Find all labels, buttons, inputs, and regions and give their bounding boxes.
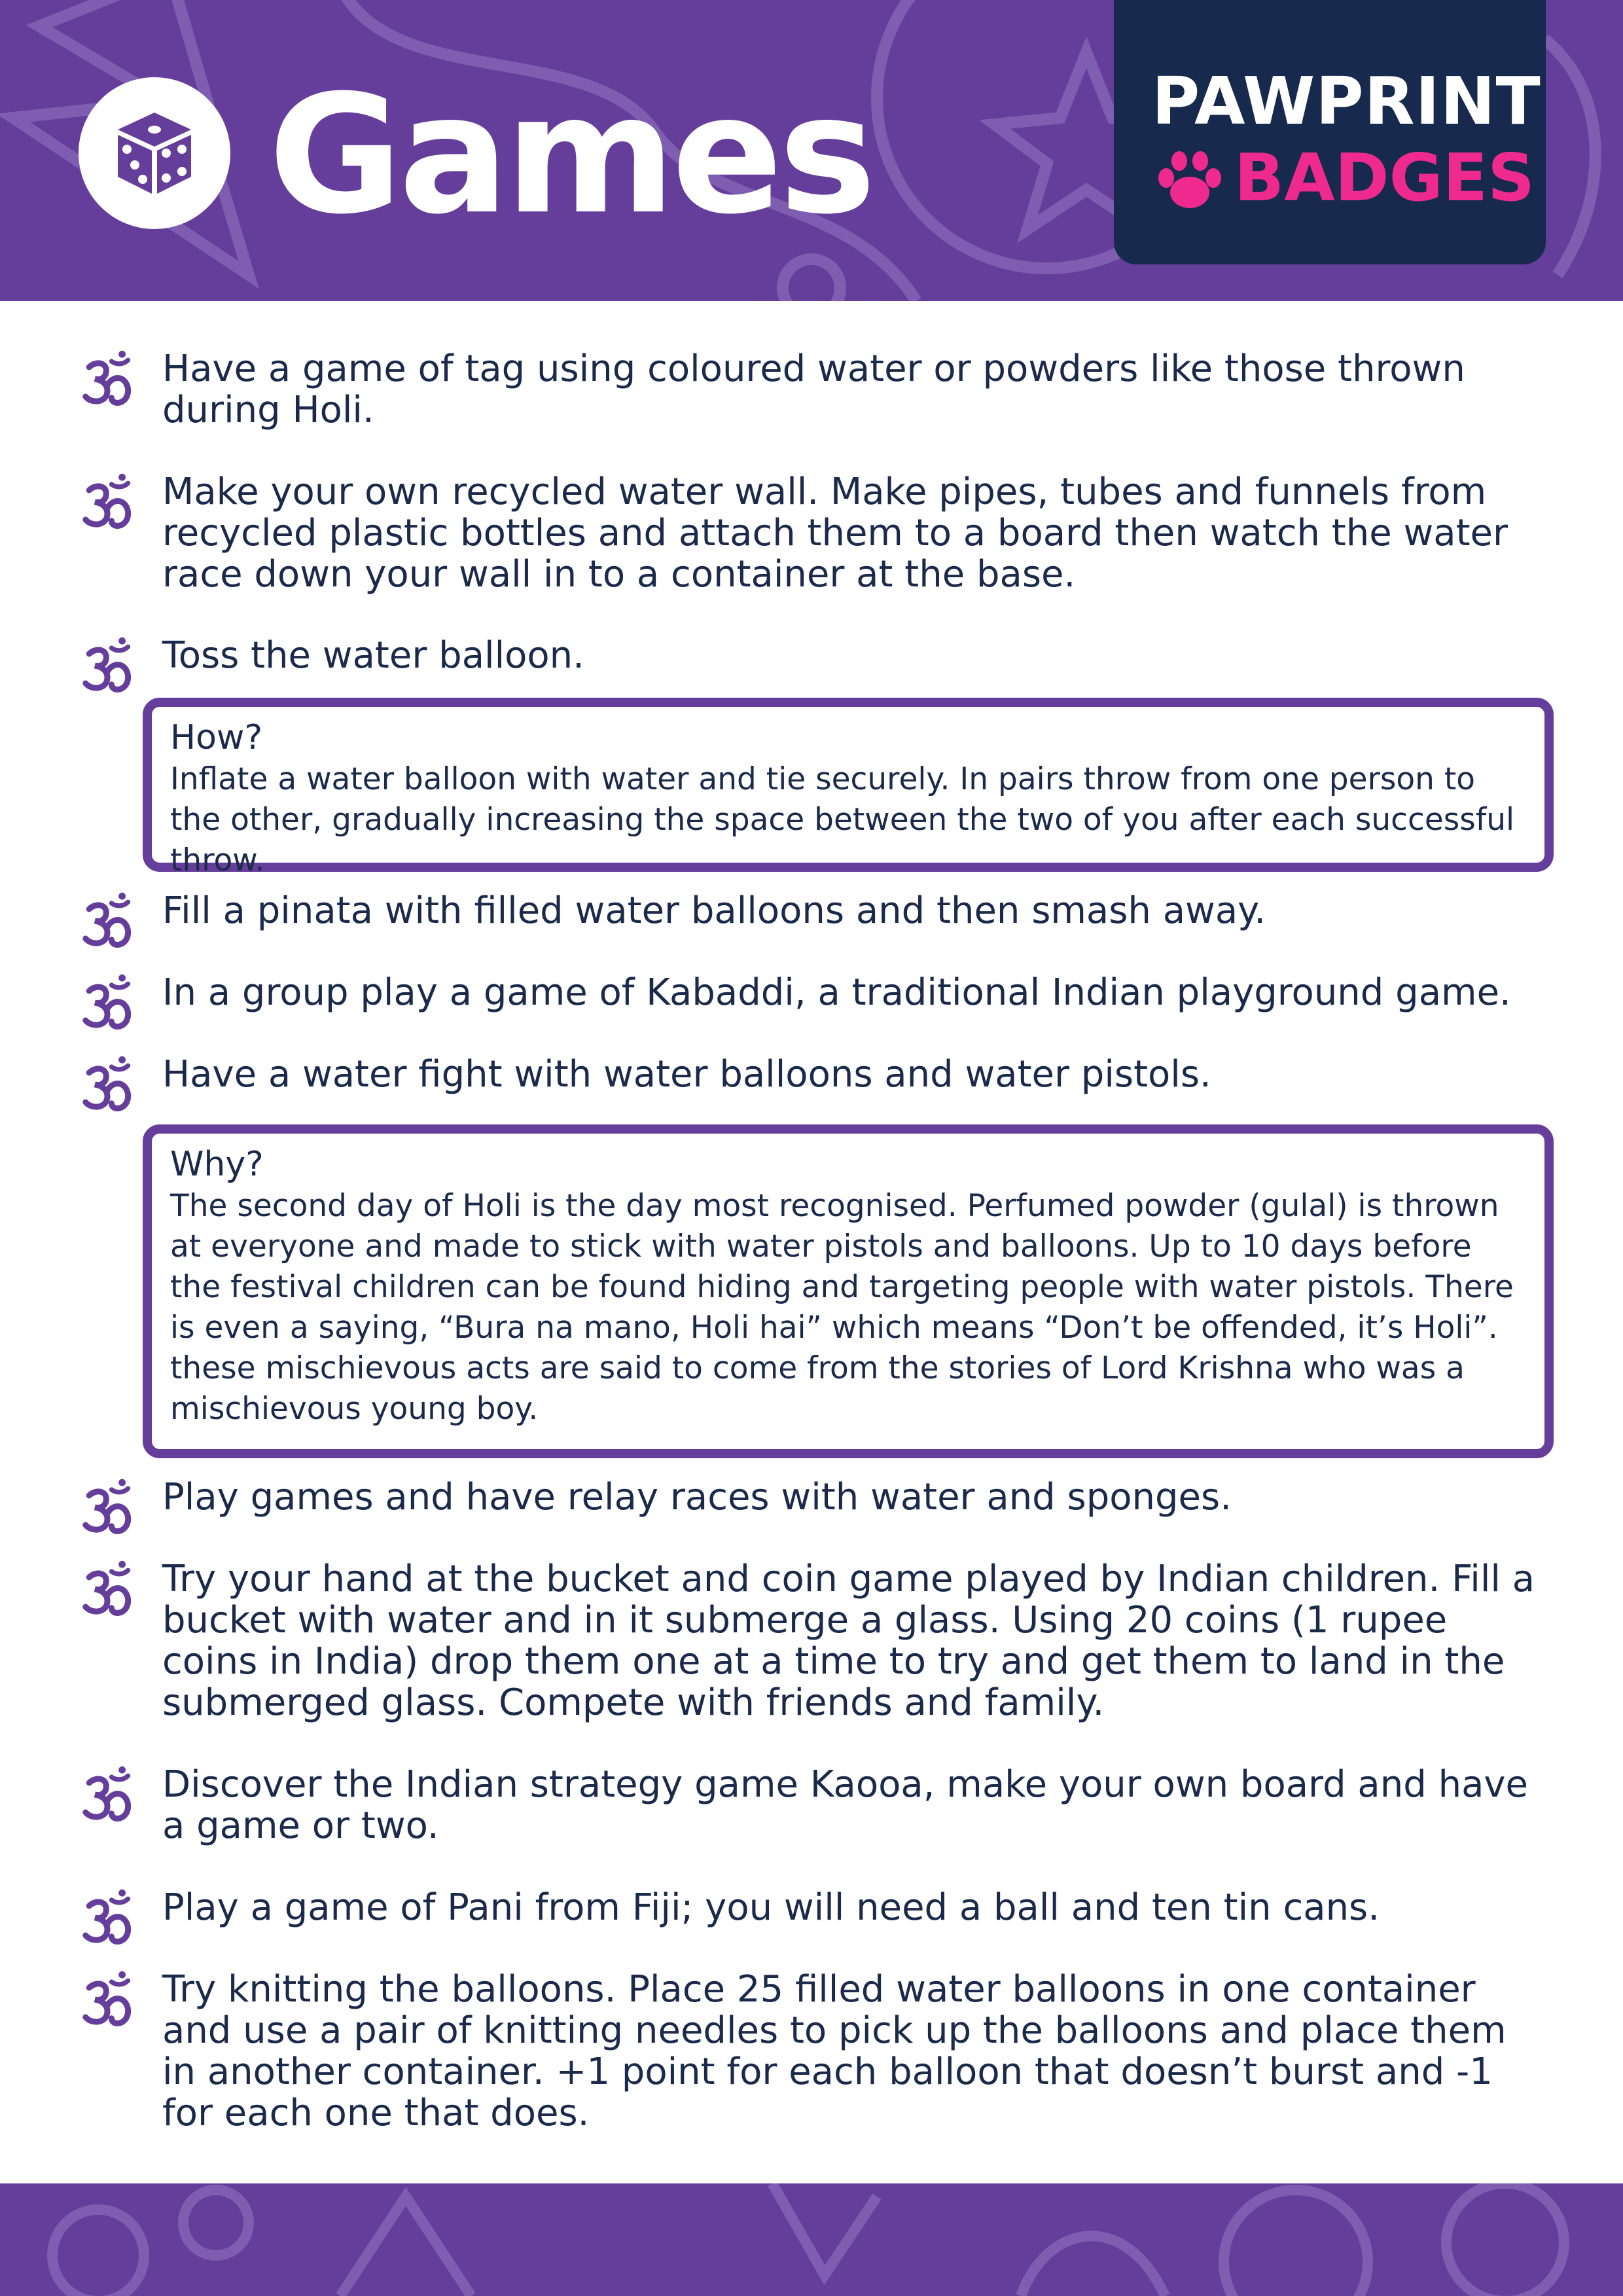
- logo-text-pawprint: PAWPRINT: [1152, 63, 1541, 139]
- logo-text-badges: BADGES: [1234, 139, 1535, 216]
- om-icon: [79, 350, 137, 408]
- om-icon: [79, 473, 137, 531]
- decorative-pattern: [0, 2183, 1623, 2296]
- list-item-text: Try knitting the balloons. Place 25 filled water balloons in one container and use a pair of knitting needles to pick up the balloons and place them in another container. +1 point for each balloon that doesn’t burst and -1 for each one that does.: [162, 1968, 1507, 2134]
- how-info-box: [143, 698, 1554, 878]
- footer-banner: [0, 2183, 1623, 2296]
- list-item-text: Play a game of Pani from Fiji; you will need a ball and ten tin cans.: [162, 1886, 1380, 1929]
- list-item-text: Try your hand at the bucket and coin game played by Indian children. Fill a bucket with water and in it submerge a glass. Using 20 coins (1 rupee coins in India) drop them one at a time to try and get them to land in the submerged glass. Compete with friends and family.: [162, 1558, 1535, 1724]
- om-icon: [79, 1888, 137, 1947]
- list-item-text: Fill a pinata with filled water balloons and then smash away.: [162, 889, 1266, 932]
- om-icon: [79, 891, 137, 950]
- om-icon: [79, 973, 137, 1032]
- om-icon: [79, 1478, 137, 1537]
- list-item-text: In a group play a game of Kabaddi, a traditional Indian playground game.: [162, 971, 1511, 1014]
- list-item-text: Have a water fight with water balloons and water pistols.: [162, 1053, 1211, 1096]
- om-icon: [79, 636, 137, 695]
- list-item-text: Discover the Indian strategy game Kaooa, make your own board and have a game or two.: [162, 1763, 1528, 1847]
- list-item-text: Have a game of tag using coloured water or powders like those thrown during Holi.: [162, 348, 1465, 431]
- list-item-text: Make your own recycled water wall. Make pipes, tubes and funnels from recycled plastic bottles and attach them to a board then watch the water race down your wall in to a container at the base.: [162, 471, 1508, 596]
- how-body: Inflate a water balloon with water and tie securely. In pairs throw from one person to the other, gradually increasing the space between the two of you after each successful throw.: [170, 761, 1515, 878]
- why-info-box: [143, 1124, 1554, 1458]
- how-heading: How?: [170, 718, 263, 757]
- list-item-text: Toss the water balloon.: [162, 634, 584, 677]
- om-icon: [79, 1055, 137, 1114]
- list-item-text: Play games and have relay races with water and sponges.: [162, 1476, 1232, 1518]
- why-body: The second day of Holi is the day most recognised. Perfumed powder (gulal) is thrown at everyone and made to stick with water pistols and balloons. Up to 10 days before the festival children can be found hiding and targeting people with water pistols. There is even a saying, “Bura na mano, Holi hai” which means “Don’t be offended, it’s Holi”. these mischievous acts are said to come from the stories of Lord Krishna who was a mischievous young boy.: [170, 1188, 1514, 1427]
- om-icon: [79, 1765, 137, 1824]
- page-title: Games: [268, 60, 872, 250]
- why-heading: Why?: [170, 1145, 264, 1184]
- om-icon: [79, 1560, 137, 1619]
- om-icon: [79, 1970, 137, 2029]
